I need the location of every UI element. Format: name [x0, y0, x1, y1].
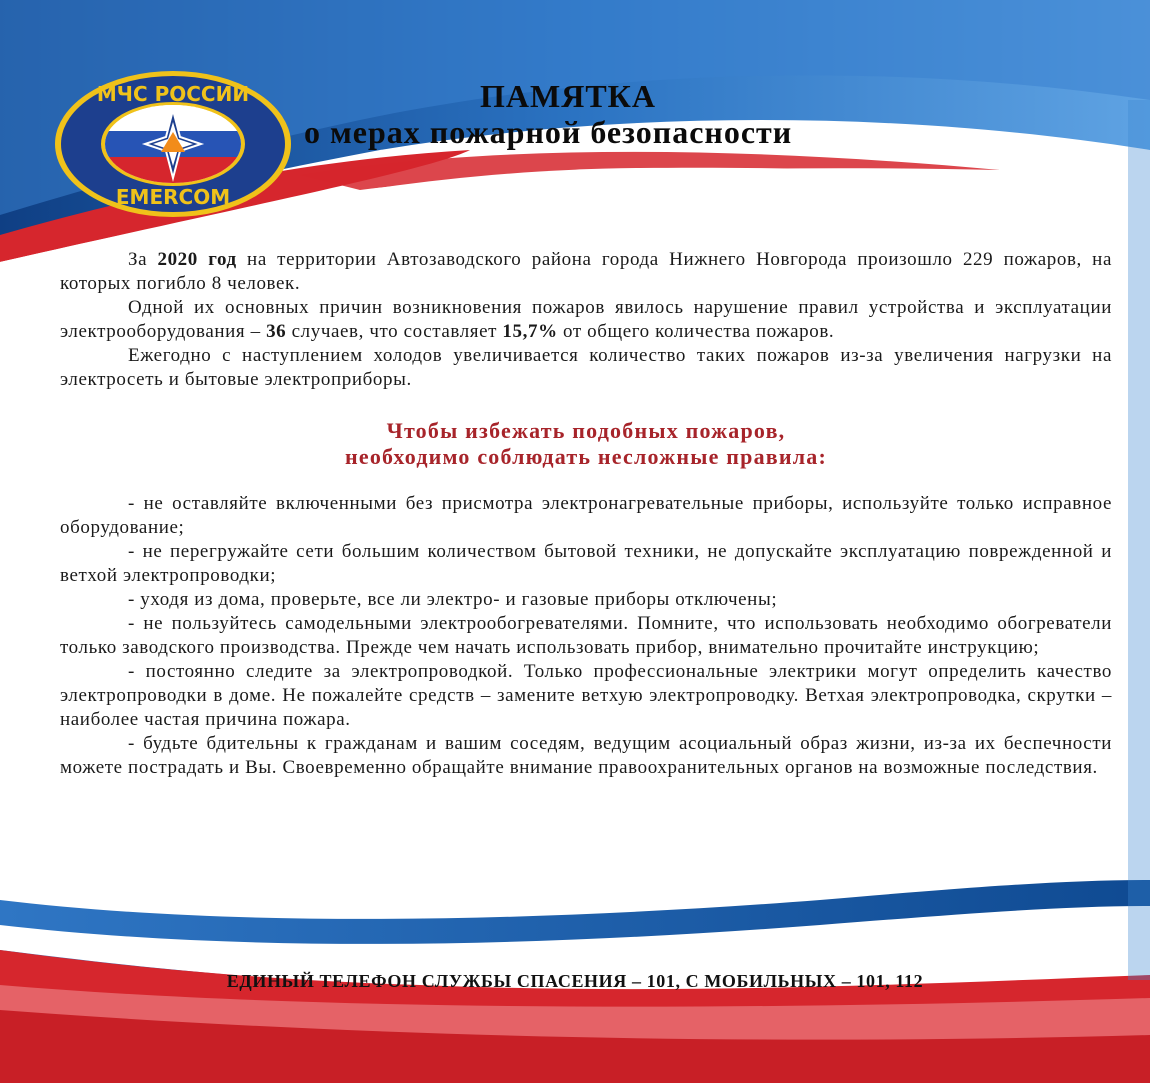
mchs-emblem-logo [52, 68, 294, 220]
intro-paragraph-3: Ежегодно с наступлением холодов увеличивается количество таких пожаров из-за увеличения нагрузки на электросеть и бытовые электроприборы. [60, 345, 1112, 390]
cases-percent: 15,7% [502, 321, 558, 342]
memo-body [60, 248, 1112, 780]
intro-text: случаев, что составляет [286, 321, 503, 342]
rules-heading-line-1: Чтобы избежать подобных пожаров, [386, 418, 786, 443]
rule-item: - будьте бдительны к гражданам и вашим соседям, ведущим асоциальный образ жизни, из-за их беспечности можете пострадать и Вы. Своевременно обращайте внимание правоохранительных органов на возможные последствия. [60, 733, 1112, 778]
rule-item: - не пользуйтесь самодельными электрообогревателями. Помните, что использовать необходимо обогреватели только заводского производства. Прежде чем начать использовать прибор, внимательно прочитайте инструкцию; [60, 613, 1112, 658]
logo-bottom-text: EMERCOM [115, 185, 231, 209]
cases-count: 36 [266, 321, 287, 342]
logo-top-text: МЧС РОССИИ [96, 82, 250, 106]
intro-text: За [128, 249, 158, 270]
page-subtitle: о мерах пожарной безопасности [304, 114, 793, 150]
rule-item: - не перегружайте сети большим количеством бытовой техники, не допускайте эксплуатацию поврежденной и ветхой электропроводки; [60, 541, 1112, 586]
rules-heading-line-2: необходимо соблюдать несложные правила: [344, 444, 828, 469]
intro-year: 2020 год [157, 249, 237, 270]
intro-text: от общего количества пожаров. [557, 321, 835, 342]
intro-text: на территории Автозаводского района города Нижнего Новгорода произошло 229 пожаров, на которых погибло 8 человек. [60, 249, 1112, 294]
page-title: ПАМЯТКА [480, 78, 656, 114]
emergency-phones: ЕДИНЫЙ ТЕЛЕФОН СЛУЖБЫ СПАСЕНИЯ – 101, С МОБИЛЬНЫХ – 101, 112 [226, 971, 924, 991]
intro-paragraph-1 [60, 248, 1112, 296]
rule-item: - уходя из дома, проверьте, все ли электро- и газовые приборы отключены; [128, 589, 778, 610]
intro-text: Одной их основных причин возникновения пожаров явилось нарушение правил устройства и эксплуатации электрооборудования – [60, 297, 1112, 342]
rule-item: - постоянно следите за электропроводкой. Только профессиональные электрики могут определить качество электропроводки в доме. Не пожалейте средств – замените ветхую электропроводку. Ветхая электропроводка, скрутки – наиболее частая причина пожара. [60, 661, 1112, 730]
rules-heading [60, 418, 1112, 470]
intro-paragraph-2 [60, 296, 1112, 344]
rule-item: - не оставляйте включенными без присмотра электронагревательные приборы, используйте только исправное оборудование; [60, 493, 1112, 538]
